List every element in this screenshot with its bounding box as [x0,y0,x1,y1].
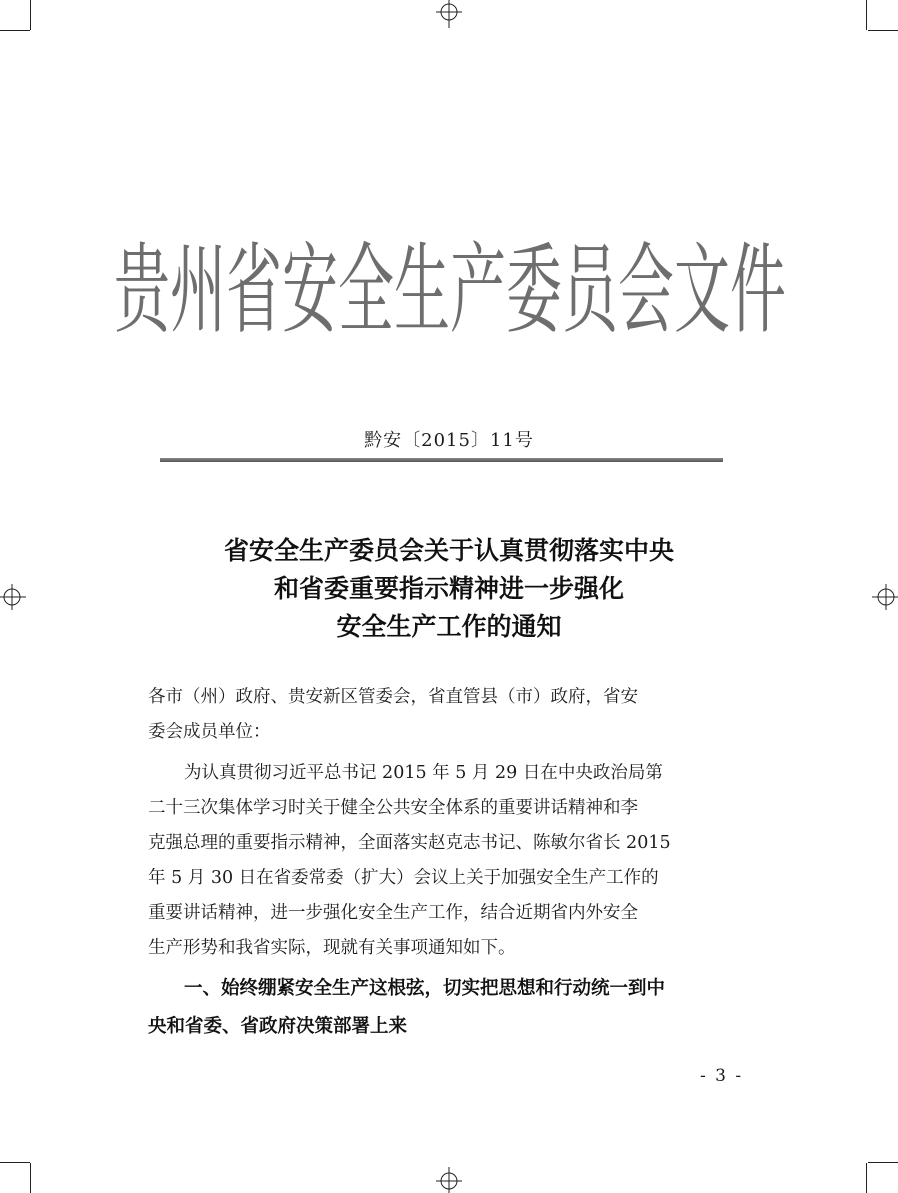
issuer-header-title [114,218,786,348]
paragraph-line: 年 5 月 30 日在省委常委（扩大）会议上关于加强安全生产工作的 [148,868,659,888]
crop-mark [866,1163,867,1193]
addressee-line: 各市（州）政府、贵安新区管委会，省直管县（市）政府，省安 [148,687,638,707]
document-number: 黔安〔2015〕11号 [364,430,534,451]
crop-mark [868,1162,898,1163]
body-paragraph [148,756,758,966]
crop-mark [868,30,898,31]
title-line: 和省委重要指示精神进一步强化 [273,574,624,603]
crop-mark [0,30,30,31]
paragraph-line: 重要讲话精神，进一步强化安全生产工作，结合近期省内外安全 [148,903,638,923]
title-line: 省安全生产委员会关于认真贯彻落实中央 [223,536,674,565]
title-line: 安全生产工作的通知 [336,612,562,641]
issuer-header-text: 贵州省安全生产委员会文件 [114,234,786,348]
section-heading-line: 一、始终绷紧安全生产这根弦，切实把思想和行动统一到中 [184,978,666,999]
paragraph-line: 二十三次集体学习时关于健全公共安全体系的重要讲话精神和李 [148,798,638,818]
crop-mark [0,1162,30,1163]
notice-title [0,532,898,646]
crop-mark [866,0,867,30]
header-divider [160,458,723,462]
paragraph-line: 克强总理的重要指示精神，全面落实赵克志书记、陈敏尔省长 2015 [148,833,671,853]
registration-mark-icon [434,0,464,30]
crop-mark [30,0,31,30]
addressee-line: 委会成员单位： [148,722,271,742]
paragraph-line: 生产形势和我省实际，现就有关事项通知如下。 [148,938,516,958]
crop-mark [30,1163,31,1193]
addressee [148,680,758,750]
section-heading [148,970,758,1046]
paragraph-line: 为认真贯彻习近平总书记 2015 年 5 月 29 日在中央政治局第 [184,763,663,783]
registration-mark-icon [434,1165,464,1193]
page-number: - 3 - [700,1066,744,1086]
section-heading-line: 央和省委、省政府决策部署上来 [148,1016,408,1037]
